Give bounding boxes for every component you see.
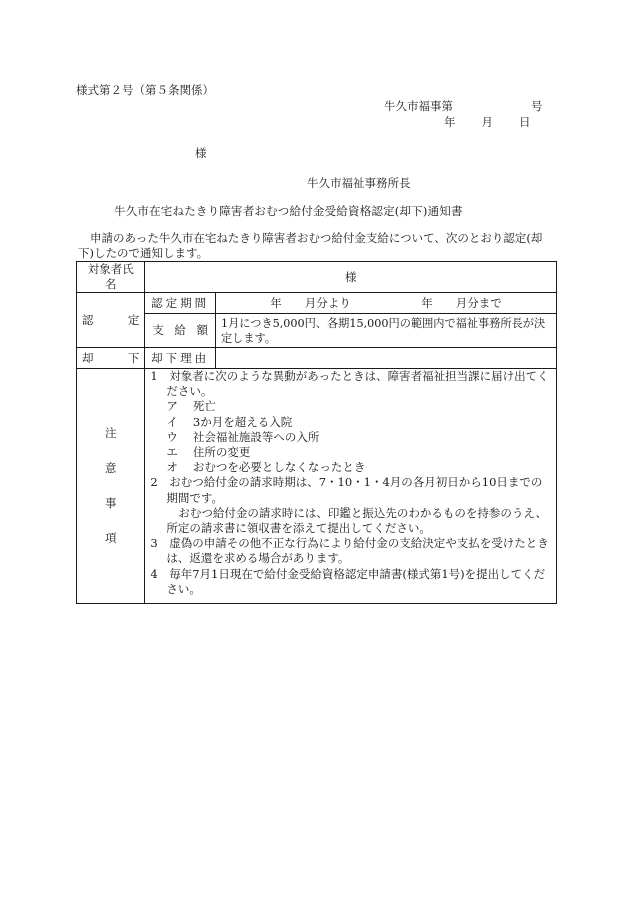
- date-day: 日: [519, 115, 531, 129]
- row-notes: [77, 369, 557, 604]
- date-line: [444, 114, 531, 130]
- note-item-1: 1 対象者に次のような異動があったときは、障害者福祉担当課に届け出てください。: [150, 369, 549, 399]
- period-year-from: 年: [270, 295, 282, 310]
- target-name-cell: [145, 262, 557, 293]
- note-item-2: 2 おむつ給付金の請求時期は、7・10・1・4月の各月初日から10日までの期間です。: [150, 475, 543, 505]
- row-amount: [77, 314, 557, 348]
- period-value: [215, 293, 556, 314]
- note-sub-o: オ おむつを必要としなくなったとき: [166, 460, 366, 475]
- date-year: 年: [444, 115, 456, 129]
- notes-label-char-1: 注: [104, 426, 117, 440]
- approval-label-1: 認: [82, 312, 94, 327]
- notes-content: [145, 369, 557, 604]
- notes-label-char-4: 項: [104, 531, 117, 545]
- amount-value: [215, 314, 556, 348]
- note-sub-e: エ 住所の変更: [166, 445, 251, 460]
- notes-label-char-3: 事: [104, 496, 117, 510]
- target-label: 対象者氏名: [77, 262, 145, 293]
- reject-label-1: 却: [82, 350, 94, 365]
- period-year-to: 年: [421, 295, 433, 310]
- period-from: 月分より: [304, 295, 351, 310]
- note-item-4: 4 毎年7月1日現在で給付金受給資格認定申請書(様式第1号)を提出してください。: [150, 566, 546, 596]
- issuer: 牛久市福祉事務所長: [307, 176, 411, 190]
- period-to: 月分まで: [455, 295, 502, 310]
- row-approval-period: [77, 293, 557, 314]
- reject-reason-value: [215, 348, 556, 369]
- amount-label-3: 額: [196, 323, 208, 337]
- document-title: 牛久市在宅ねたきり障害者おむつ給付金受給資格認定(却下)通知書: [114, 204, 463, 218]
- intro-text: 申請のあった牛久市在宅ねたきり障害者おむつ給付金支給について、次のとおり認定(却下)したので通知します。: [78, 231, 543, 260]
- reject-label-2: 下: [127, 350, 140, 365]
- target-suffix: 様: [344, 269, 357, 284]
- note-item-2-paragraph: おむつ給付金の請求時には、印鑑と振込先のわかるものを持参のうえ、所定の請求書に領収書を添えて提出してください。: [166, 505, 548, 536]
- reject-label: [77, 348, 145, 369]
- approval-label: [77, 293, 145, 348]
- row-rejection: [77, 348, 557, 369]
- notes-label-char-2: 意: [104, 461, 117, 475]
- number-suffix: 号: [531, 99, 543, 113]
- notes-label: [77, 369, 145, 604]
- note-item-3: 3 虚偽の申請その他不正な行為により給付金の支給決定や支払を受けたときは、返還を求める場合があります。: [150, 536, 549, 566]
- document-number-line: [384, 98, 543, 114]
- reject-reason-label: [145, 348, 216, 369]
- certification-table: [76, 261, 557, 604]
- recipient-suffix: 様: [195, 146, 207, 160]
- form-number: 様式第２号（第５条関係）: [76, 83, 214, 97]
- period-label-text: 認定期間: [151, 295, 210, 310]
- note-sub-a: ア 死亡: [166, 399, 216, 414]
- note-sub-i: イ 3か月を超える入院: [166, 414, 293, 429]
- row-target-person: [77, 262, 557, 293]
- date-month: 月: [481, 115, 493, 129]
- amount-label-2: 給: [174, 323, 186, 337]
- amount-label: [145, 314, 216, 348]
- note-sub-u: ウ 社会福祉施設等への入所: [166, 429, 320, 444]
- amount-label-1: 支: [152, 323, 164, 337]
- reject-reason-label-text: 却下理由: [151, 350, 210, 365]
- amount-text: 1月につき5,000円、各期15,000円の範囲内で福祉事務所長が決定します。: [220, 316, 546, 345]
- period-label: [145, 293, 216, 314]
- office-prefix: 牛久市福事第: [384, 99, 453, 113]
- approval-label-2: 定: [127, 312, 140, 327]
